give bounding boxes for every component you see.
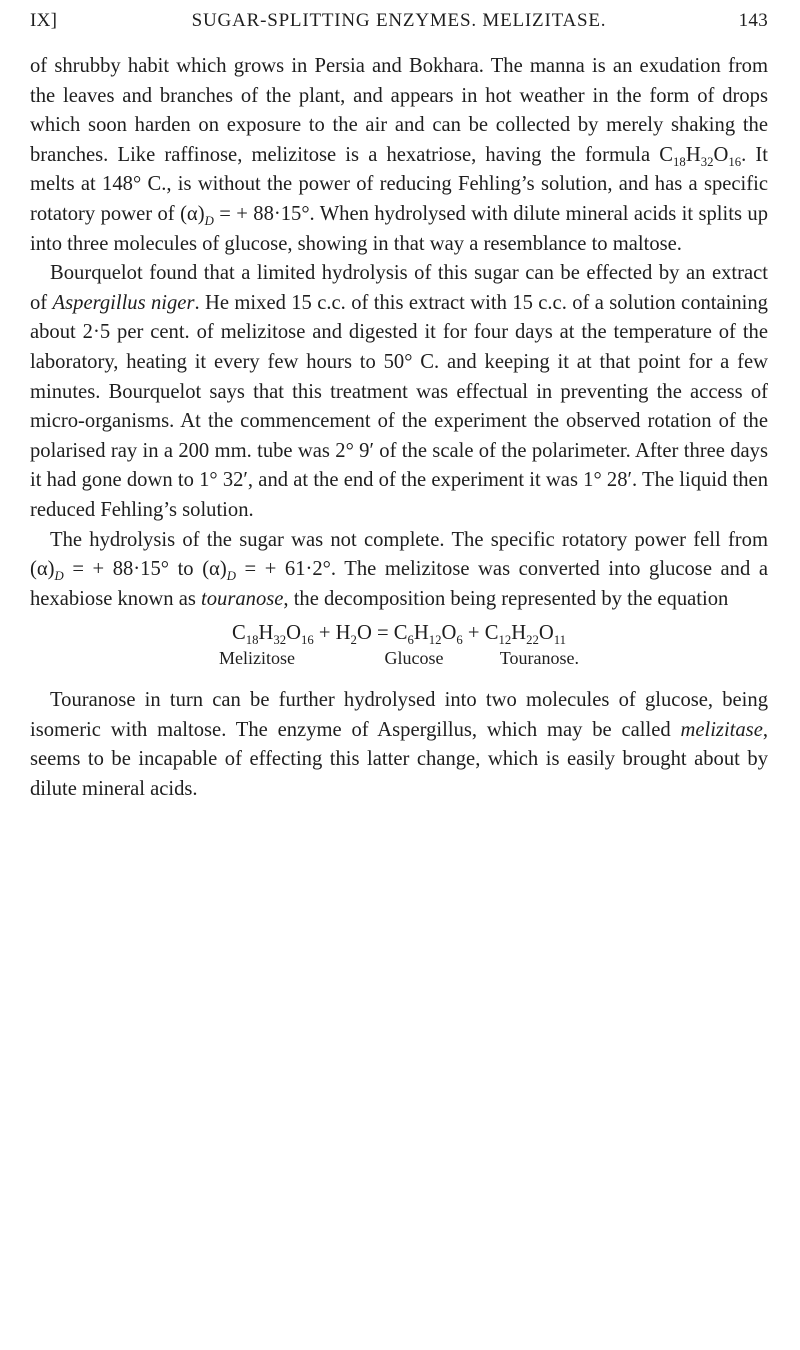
paragraph-3: The hydrolysis of the sugar was not complete. The specific rotatory power fell from $(\alpha)_D$ = + 88·15° to $(\alpha)_D$ = + 61·2°. The melizitose was converted into glucose and a hexabiose known as touranose, the decomposition being represented by the equation	[30, 528, 768, 610]
rotation-symbol: $(\alpha)_D$	[180, 202, 214, 229]
rotation-symbol-initial: $(\alpha)_D$	[30, 558, 64, 584]
paragraph-1: of shrubby habit which grows in Persia and Bokhara. The manna is an exudation from the leaves and branches of the plant, and appears in hot weather in the form of drops which soon harden on exposure to the air and can be collected by merely shaking the branches. Like raffinose, melizitose is a hexatriose, having the formula $C_{18}H_{32}O_{16}$. It melts at 148° C., is without the power of reducing Fehling’s solution, and has a specific rotatory power of $(\alpha)_D$ = + 88·15°. When hydrolysed with dilute mineral acids it splits up into three molecules of glucose, showing in that way a resemblance to maltose.	[30, 55, 768, 255]
equation-labels	[30, 646, 768, 670]
melizitase-term: melizitase	[680, 718, 763, 741]
equation-line: $C_{18}H_{32}O_{16} + H_2O = C_6H_{12}O_6 + C_{12}H_{22}O_{11}$	[231, 622, 567, 648]
paragraph-4: Touranose in turn can be further hydrolysed into two molecules of glucose, being isomeric with maltose. The enzyme of Aspergillus, which may be called melizitase, seems to be incapable of effecting this latter change, which is easily brought about by dilute mineral acids.	[30, 689, 768, 801]
melizitose-formula: $C_{18}H_{32}O_{16}$	[659, 143, 742, 169]
touranose-term: touranose	[201, 587, 284, 610]
page-number: 143	[738, 10, 768, 31]
label-glucose: Glucose	[384, 648, 444, 669]
label-touranose: Touranose.	[499, 648, 579, 669]
running-header	[30, 10, 768, 44]
running-title: SUGAR-SPLITTING ENZYMES. MELIZITASE.	[191, 10, 607, 31]
label-melizitose: Melizitose	[219, 648, 295, 669]
species-name: Aspergillus niger	[52, 291, 195, 314]
decomposition-equation	[30, 620, 768, 646]
chapter-marker: IX]	[30, 10, 58, 31]
body-text	[30, 52, 768, 805]
paragraph-2: Bourquelot found that a limited hydrolysis of this sugar can be effected by an extract of Aspergillus niger. He mixed 15 c.c. of this extract with 15 c.c. of a solution containing about 2·5 per cent. of melizitose and digested it for four days at the temperature of the laboratory, heating it every few hours to 50° C. and keeping it at that point for a few minutes. Bourquelot says that this treatment was effectual in preventing the access of micro-organisms. At the commencement of the experiment the observed rotation of the polarised ray in a 200 mm. tube was 2° 9′ of the scale of the polarimeter. After three days it had gone down to 1° 32′, and at the end of the experiment it was 1° 28′. The liquid then reduced Fehling’s solution.	[30, 262, 768, 521]
rotation-symbol-final: $(\alpha)_D$	[202, 558, 236, 584]
